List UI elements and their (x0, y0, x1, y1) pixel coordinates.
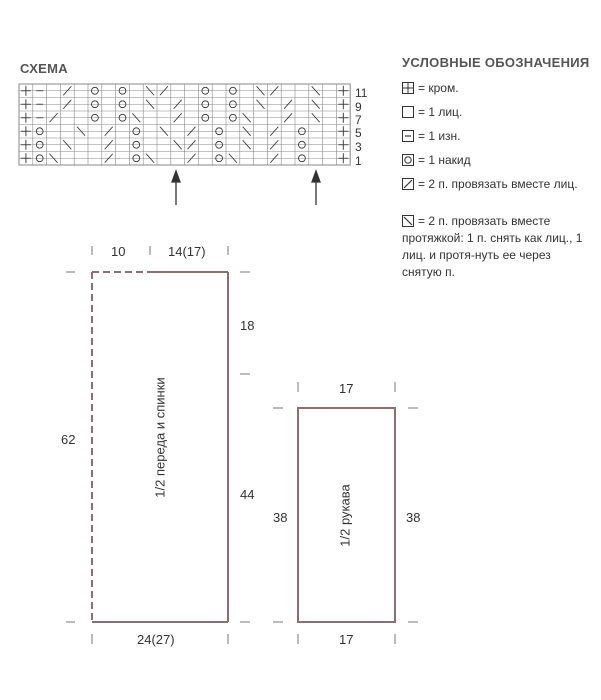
legend-text-knit: = 1 лиц. (418, 105, 463, 119)
legend-text-ssk: = 2 п. провязать вместе протяжкой: 1 п. снять как лиц., 1 лиц. и протя-нуть ее через снятую п. (402, 214, 583, 279)
row-number-3: 3 (355, 140, 362, 154)
scheme-title: СХЕМА (20, 61, 68, 76)
sleeve-piece-label: 1/2 рукава (337, 484, 353, 547)
body-top-left-width: 10 (111, 244, 126, 259)
left-arrow-head (172, 171, 180, 182)
sleeve-bottom-width: 17 (339, 632, 354, 647)
sleeve-right-height: 38 (406, 510, 421, 525)
body-total-height: 62 (61, 432, 76, 447)
body-top-right-width: 14(17) (168, 244, 206, 259)
body-armhole-height: 18 (240, 318, 255, 333)
stitch-chart-grid (19, 84, 350, 165)
sleeve-left-height: 38 (273, 510, 288, 525)
body-bottom-width: 24(27) (137, 632, 175, 647)
right-arrow-head (312, 171, 320, 182)
row-number-11: 11 (355, 86, 368, 100)
row-number-9: 9 (355, 100, 362, 114)
row-number-1: 1 (355, 154, 362, 168)
legend-text-k2tog: = 2 п. провязать вместе лиц. (418, 177, 578, 191)
legend-text-purl: = 1 изн. (418, 129, 461, 143)
sleeve-top-width: 17 (339, 381, 354, 396)
row-number-5: 5 (355, 126, 362, 140)
pattern-repeat-arrows (172, 171, 320, 205)
legend-title: УСЛОВНЫЕ ОБОЗНАЧЕНИЯ (402, 55, 590, 70)
legend-text-edge: = кром. (418, 81, 459, 95)
row-number-7: 7 (355, 113, 362, 127)
body-piece-label: 1/2 переда и спинки (152, 377, 168, 498)
legend-text-yarn-over: = 1 накид (418, 153, 471, 167)
body-side-height: 44 (240, 487, 255, 502)
